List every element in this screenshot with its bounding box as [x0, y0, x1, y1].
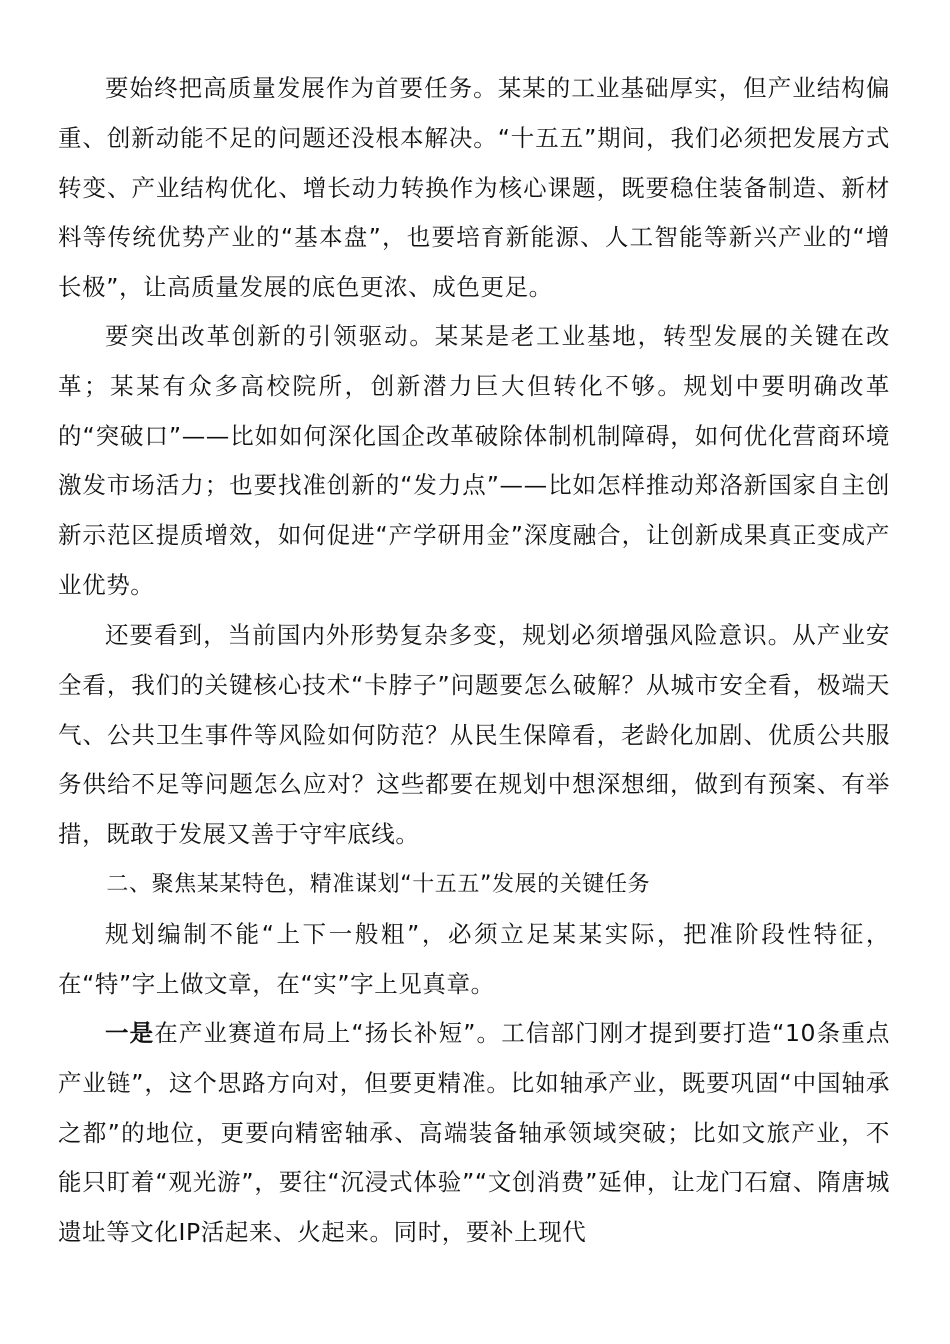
section-heading: 二、聚焦某某特色，精准谋划“十五五”发展的关键任务	[106, 872, 651, 897]
paragraph-high-quality-development: 要始终把高质量发展作为首要任务。某某的工业基础厚实，但产业结构偏重、创新动能不足的问题还没根本解决。“十五五”期间，我们必须把发展方式转变、产业结构优化、增长动力转换作为核心课题，既要稳住装备制造、新材料等传统优势产业的“基本盘”，也要培育新能源、人工智能等新兴产业的“增长极”，让高质量发展的底色更浓、成色更足。	[58, 74, 890, 302]
paragraph-planning-principles: 规划编制不能“上下一般粗”，必须立足某某实际，把准阶段性特征，在“特”字上做文章，在“实”字上见真章。	[58, 920, 890, 998]
paragraph-risk-awareness: 还要看到，当前国内外形势复杂多变，规划必须增强风险意识。从产业安全看，我们的关键核心技术“卡脖子”问题要怎么破解？从城市安全看，极端天气、公共卫生事件等风险如何防范？从民生保障看，老龄化加剧、优质公共服务供给不足等问题怎么应对？这些都要在规划中想深想细，做到有预案、有举措，既敢于发展又善于守牢底线。	[58, 621, 890, 849]
paragraph-body: 在产业赛道布局上“扬长补短”。工信部门刚才提到要打造“10条重点产业链”，这个思路方向对，但要更精准。比如轴承产业，既要巩固“中国轴承之都”的地位，更要向精密轴承、高端装备轴承领域突破；比如文旅产业，不能只盯着“观光游”，要往“沉浸式体验”“文创消费”延伸，让龙门石窟、隋唐城遗址等文化IP活起来、火起来。同时，要补上现代	[58, 1019, 890, 1247]
paragraph-industry-layout	[58, 1009, 890, 1258]
paragraph-reform-innovation: 要突出改革创新的引领驱动。某某是老工业基地，转型发展的关键在改革；某某有众多高校院所，创新潜力巨大但转化不够。规划中要明确改革的“突破口”——比如如何深化国企改革破除体制机制障碍，如何优化营商环境激发市场活力；也要找准创新的“发力点”——比如怎样推动郑洛新国家自主创新示范区提质增效，如何促进“产学研用金”深度融合，让创新成果真正变成产业优势。	[58, 322, 890, 599]
paragraph-lead-bold: 一是	[105, 1019, 155, 1047]
